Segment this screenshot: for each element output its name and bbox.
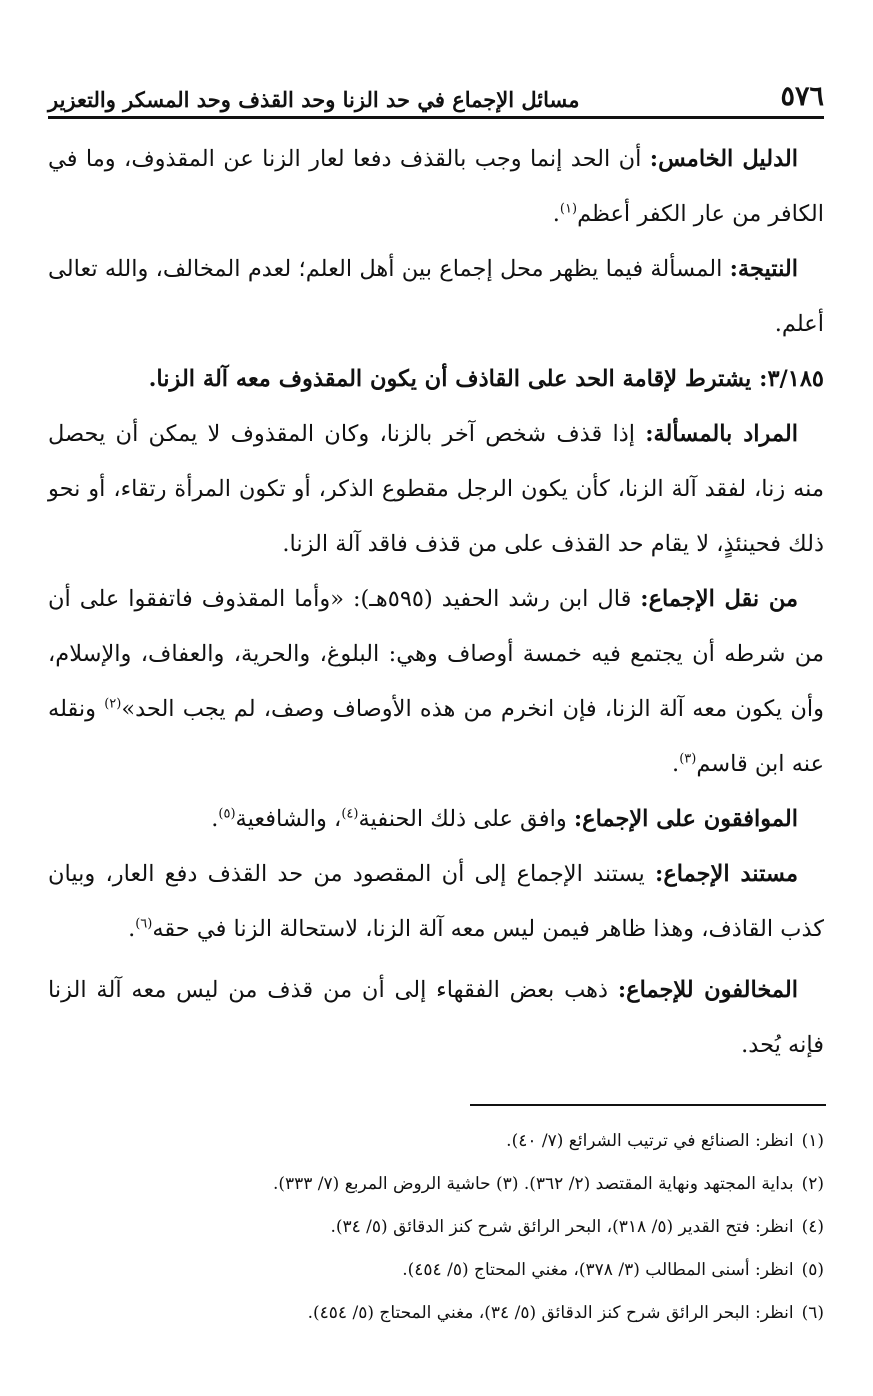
paragraph-tail: . bbox=[552, 201, 560, 227]
paragraph-basis bbox=[48, 847, 824, 957]
paragraph-tail: . bbox=[128, 916, 136, 942]
header-divider bbox=[48, 116, 824, 119]
footnote-number: (٦) bbox=[801, 1303, 824, 1323]
paragraph-lead: المخالفون للإجماع: bbox=[617, 977, 798, 1003]
footnote-text: انظر: أسنى المطالب (٣/ ٣٧٨)، مغني المحتاج (٥/ ٤٥٤). bbox=[402, 1260, 794, 1280]
running-title: مسائل الإجماع في حد الزنا وحد القذف وحد المسكر والتعزير bbox=[48, 87, 580, 112]
paragraph-text-cont: ونقله عنه ابن قاسم bbox=[48, 696, 824, 777]
section-heading: ٣/١٨٥: يشترط لإقامة الحد على القاذف أن يكون المقذوف معه آلة الزنا. bbox=[148, 366, 824, 392]
paragraph-lead: المراد بالمسألة: bbox=[645, 421, 799, 447]
footnote-ref[interactable]: (١) bbox=[559, 201, 578, 217]
paragraph-lead: النتيجة: bbox=[729, 256, 798, 282]
footnote-ref[interactable]: (٣) bbox=[679, 751, 697, 767]
paragraph-meaning bbox=[48, 407, 824, 572]
paragraph-text: إذا قذف شخص آخر بالزنا، وكان المقذوف لا يمكن أن يحصل منه زنا، لفقد آلة الزنا، كأن يكون الرجل مقطوع الذكر، أو تكون المرأة رتقاء، أو نحو ذلك فحينئذٍ، لا يقام حد القذف على من قذف فاقد آلة الزنا. bbox=[48, 421, 824, 557]
footnote-text: انظر: البحر الرائق شرح كنز الدقائق (٥/ ٣٤)، مغني المحتاج (٥/ ٤٥٤). bbox=[307, 1303, 794, 1323]
paragraph-lead: مستند الإجماع: bbox=[655, 861, 798, 887]
paragraph-agreeing bbox=[48, 792, 824, 847]
footnote-item bbox=[48, 1249, 824, 1292]
paragraph-lead: الموافقون على الإجماع: bbox=[573, 806, 798, 832]
footnote-text: انظر: فتح القدير (٥/ ٣١٨)، البحر الرائق شرح كنز الدقائق (٥/ ٣٤). bbox=[330, 1217, 794, 1237]
footnote-ref[interactable]: (٦) bbox=[135, 916, 153, 932]
footnote-ref[interactable]: (٤) bbox=[341, 806, 359, 822]
footnote-text: انظر: الصنائع في ترتيب الشرائع (٧/ ٤٠). bbox=[506, 1131, 794, 1151]
footnote-ref[interactable]: (٢) bbox=[104, 696, 122, 712]
footnote-number: (٥) bbox=[801, 1260, 824, 1280]
footnote-item bbox=[48, 1163, 824, 1206]
paragraph-text: قال ابن رشد الحفيد (٥٩٥هـ): «وأما المقذوف فاتفقوا على أن من شرطه أن يجتمع فيه خمسة أوصاف وهي: البلوغ، والحرية، والعفاف، والإسلام، وأن يكون معه آلة الزنا، فإن انخرم من هذه الأوصاف وصف، لم يجب الحد» bbox=[48, 586, 824, 722]
footnote-number: (٤) bbox=[801, 1217, 824, 1237]
footnote-ref[interactable]: (٥) bbox=[218, 806, 236, 822]
paragraph-text: ذهب بعض الفقهاء إلى أن من قذف من ليس معه آلة الزنا فإنه يُحد. bbox=[48, 977, 824, 1058]
footnote-divider bbox=[470, 1104, 826, 1106]
paragraph-fifth-evidence bbox=[48, 132, 824, 242]
page-header bbox=[48, 68, 824, 112]
footnote-number: (٢) bbox=[801, 1174, 824, 1194]
footnote-item bbox=[48, 1206, 824, 1249]
paragraph-text: المسألة فيما يظهر محل إجماع بين أهل العلم؛ لعدم المخالف، والله تعالى أعلم. bbox=[48, 256, 824, 337]
footnote-item bbox=[48, 1292, 824, 1335]
page-number: ٥٧٦ bbox=[780, 81, 824, 112]
paragraph-result bbox=[48, 242, 824, 352]
main-text bbox=[48, 132, 824, 1073]
footnote-text: بداية المجتهد ونهاية المقتصد (٢/ ٣٦٢). (٣) حاشية الروض المربع (٧/ ٣٣٣). bbox=[272, 1174, 794, 1194]
footnote-item bbox=[48, 1120, 824, 1163]
paragraph-lead: الدليل الخامس: bbox=[649, 146, 798, 172]
paragraph-consensus-source bbox=[48, 572, 824, 792]
paragraph-text: أن الحد إنما وجب بالقذف دفعا لعار الزنا عن المقذوف، وما في الكافر من عار الكفر أعظم bbox=[48, 146, 824, 227]
footnotes bbox=[48, 1120, 824, 1335]
paragraph-tail: . bbox=[211, 806, 219, 832]
paragraph-dissenters bbox=[48, 963, 824, 1073]
paragraph-text: يستند الإجماع إلى أن المقصود من حد القذف دفع العار، وبيان كذب القاذف، وهذا ظاهر فيمن ليس معه آلة الزنا، لاستحالة الزنا في حقه bbox=[48, 861, 824, 942]
footnote-number: (١) bbox=[801, 1131, 824, 1151]
paragraph-lead: من نقل الإجماع: bbox=[640, 586, 799, 612]
paragraph-tail: . bbox=[672, 751, 680, 777]
paragraph-text-cont: ، والشافعية bbox=[235, 806, 342, 832]
paragraph-text: وافق على ذلك الحنفية bbox=[358, 806, 574, 832]
